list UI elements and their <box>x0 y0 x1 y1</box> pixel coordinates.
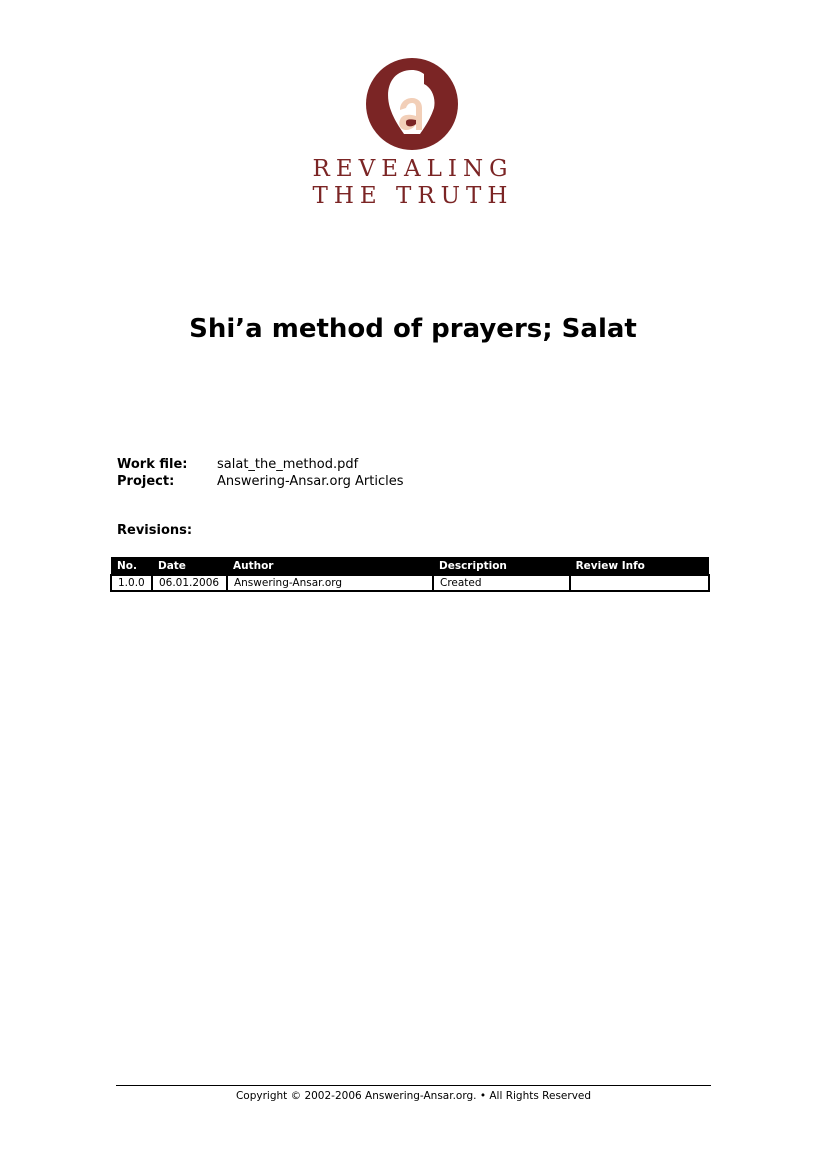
column-header-description: Description <box>433 557 570 575</box>
footer-divider <box>116 1085 711 1086</box>
footer-copyright: Copyright © 2002-2006 Answering-Ansar.org. • All Rights Reserved <box>235 1090 592 1102</box>
document-title: Shi’a method of prayers; Salat <box>189 314 637 344</box>
revisions-heading: Revisions: <box>117 523 193 538</box>
revisions-header-row <box>111 557 709 575</box>
column-header-review-info: Review Info <box>570 557 709 575</box>
project-label: Project: <box>117 474 175 489</box>
revealing-the-truth-logo <box>362 58 462 150</box>
project-value: Answering-Ansar.org Articles <box>217 474 404 489</box>
cell-date: 06.01.2006 <box>152 575 227 591</box>
table-row <box>111 575 709 591</box>
cell-author: Answering-Ansar.org <box>227 575 433 591</box>
logo-text-line1: REVEALING <box>312 156 514 182</box>
revisions-table <box>110 557 710 592</box>
cell-review-info <box>570 575 709 591</box>
cell-no: 1.0.0 <box>111 575 152 591</box>
column-header-date: Date <box>152 557 227 575</box>
work-file-value: salat_the_method.pdf <box>217 457 359 472</box>
column-header-author: Author <box>227 557 433 575</box>
work-file-label: Work file: <box>117 457 188 472</box>
column-header-no: No. <box>111 557 152 575</box>
logo-text-line2: THE TRUTH <box>312 183 514 209</box>
cell-description: Created <box>433 575 570 591</box>
